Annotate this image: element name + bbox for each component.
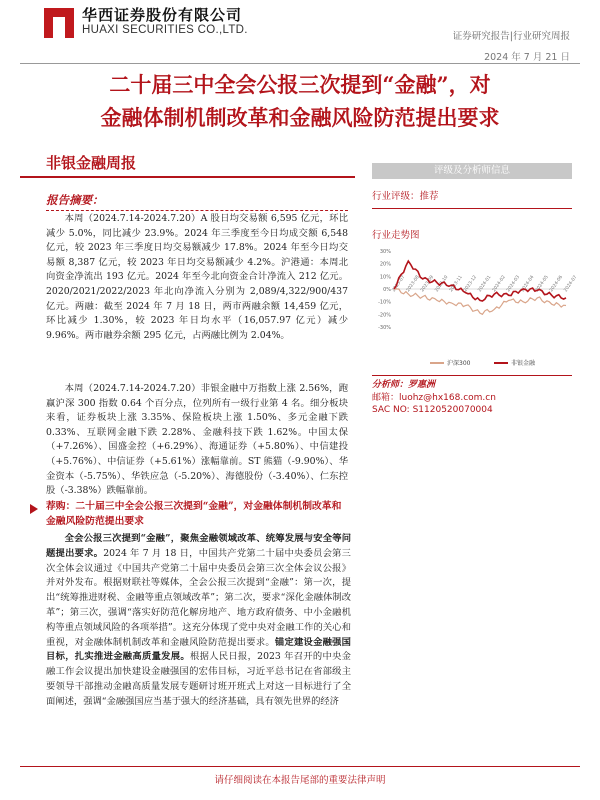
- x-tick-label: 2023-10: [434, 274, 450, 294]
- arrow-icon: [30, 504, 38, 514]
- y-tick-label: 30%: [379, 249, 391, 255]
- x-tick-label: 2024-02: [491, 274, 507, 294]
- x-tick-label: 2023-08: [405, 274, 421, 294]
- view-bold-1: 全会公报三次提到“金融”，聚焦金融领域改革、统筹发展与安全等问题提出要求。: [46, 533, 351, 559]
- report-type: 证券研究报告|行业研究周报: [452, 31, 570, 42]
- summary-paragraph-2: 本周（2024.7.14-2024.7.20）非银金融中万指数上涨 2.56%，跑赢沪深 300 指数 0.64 个百分点，位列所有一级行业第 4 名。细分板块来看，证券板块上涨 3.35%、保险板块上涨 1.50%、多元金融下跌 0.33%、互联网金融下跌 2.28%、金融科技下跌 1.62%。中国太保（+7.26%）、国盛金控（+6.29%）、海通证券（+5.80%）、中信建投（+5.76%）、中信证券（+5.61%）涨幅靠前。ST 熊猫（-9.90%）、华金资本（-5.75%）、华铁应急（-5.20%）、海德股份（-3.40%）、仁东控股（-3.38%）跌幅靠前。: [46, 383, 348, 497]
- industry-trend-chart: [372, 245, 579, 373]
- industry-rating: 行业评级：推荐: [372, 191, 439, 202]
- y-tick-label: -10%: [378, 299, 391, 306]
- legend-label: 沪深300: [447, 360, 471, 367]
- x-tick-label: 2023-09: [420, 274, 436, 294]
- y-tick-label: 20%: [379, 261, 391, 268]
- header-divider: [20, 63, 580, 64]
- analyst-box: [372, 379, 572, 417]
- summary-paragraph-1: 本周（2024.7.14-2024.7.20）A 股日均交易额 6,595 亿元，环比减少 5.0%，同比减少 23.9%。2024 年三季度至今日均成交额 6,548 亿元，较 2023 年三季度日均交易额减少 17.8%。2024 年至今日均交易额 8,387 亿元，较 2023 年日均交易额减少 4.2%。沪港通：本周北向资金净流出 193 亿元。2024 年至今北向资金合计净流入 212 亿元。2020/2021/2022/2023 年北向净流入分别为 2,089/4,322/900/437 亿元。两融：截至 2024 年 7 月 18 日，两市两融余额 14,459 亿元，环比减少 1.30%，较 2023 年日均水平（16,057.97 亿元）减少 9.96%。两市融券余额 295 亿元，占两融比例为 2.04%。: [46, 213, 348, 341]
- x-tick-label: 2024-05: [534, 274, 550, 294]
- company-logo: [44, 8, 74, 38]
- chart-divider: [372, 375, 572, 376]
- x-tick-label: 2023-11: [448, 274, 464, 294]
- footer-disclaimer: 请仔细阅读在本报告尾部的重要法律声明: [214, 775, 386, 786]
- x-tick-label: 2024-03: [506, 274, 522, 294]
- company-name-cn: 华西证券股份有限公司: [82, 6, 243, 24]
- y-tick-label: -20%: [378, 312, 391, 319]
- series-divider: [20, 176, 355, 178]
- analyst-email[interactable]: 邮箱：luohz@hx168.com.cn: [372, 392, 496, 403]
- title-line-1: 二十届三中全会公报三次提到“金融”，对: [109, 72, 491, 97]
- view-paragraph: [46, 532, 351, 710]
- title-line-2: 金融体制机制改革和金融风险防范提出要求: [100, 105, 500, 130]
- x-tick-label: 2024-07: [563, 274, 579, 294]
- x-tick-label: 2023-12: [463, 274, 479, 294]
- view-text-2: 根据人民日报，2023 年召开的中央金融工作会议提出加快建设金融强国的宏伟目标，习近平总书记在省部级主要领导干部推动金融高质量发展专题研讨班开班式上对这一目标进行了全面阐述，强调“金融强国应当基于强大的经济基础，具有领先世界的经济: [46, 651, 351, 707]
- x-tick-label: 2024-04: [520, 274, 536, 294]
- company-name-en: HUAXI SECURITIES CO.,LTD.: [82, 24, 248, 36]
- report-series: 非银金融周报: [46, 154, 137, 172]
- rating-divider: [372, 208, 572, 209]
- y-tick-label: 0%: [383, 287, 391, 293]
- view-bold-2: 锚定建设金融强国目标，扎实推进金融高质量发展。: [46, 636, 351, 663]
- x-tick-label: 2024-06: [549, 274, 565, 294]
- x-tick-label: 2023-07: [391, 274, 407, 294]
- legend-label: 非银金融: [511, 360, 536, 367]
- view-heading: 荐购：二十届三中全会公报三次提到“金融”，对金融体制机制改革和金融风险防范提出要求: [46, 501, 342, 527]
- x-tick-label: 2024-01: [477, 274, 493, 294]
- y-tick-label: -30%: [378, 325, 391, 331]
- view-text-1: 2024 年 7 月 18 日，中国共产党第二十届中央委员会第三次全体会议通过《中国共产党第二十届中央委员会第三次全体会议公报》并对外发布。根据财联社等媒体，全会公报三次提到“金融”：第一次，提出“统筹推进财税、金融等重点领域改革”；第二次，要求“深化金融体制改革”；第三次，强调“落实好防范化解房地产、地方政府债务、中小金融机构等重点领域风险的各项举措”。这充分体现了党中央对金融工作的关心和重视，对金融体制机制改革和金融风险防范提出要求。: [46, 547, 351, 648]
- report-title: [20, 68, 580, 134]
- y-tick-label: 10%: [379, 274, 391, 281]
- trend-label: 行业走势图: [372, 230, 420, 241]
- analyst-name: 分析师：罗惠洲: [372, 380, 436, 390]
- report-date: 2024 年 7 月 21 日: [484, 52, 570, 63]
- analyst-sac: SAC NO: S1120520070004: [372, 405, 493, 415]
- analyst-info-band: 评级及分析师信息: [372, 163, 572, 179]
- summary-heading: 报告摘要：: [46, 193, 104, 207]
- footer-divider: [20, 766, 580, 767]
- summary-divider: [46, 210, 348, 211]
